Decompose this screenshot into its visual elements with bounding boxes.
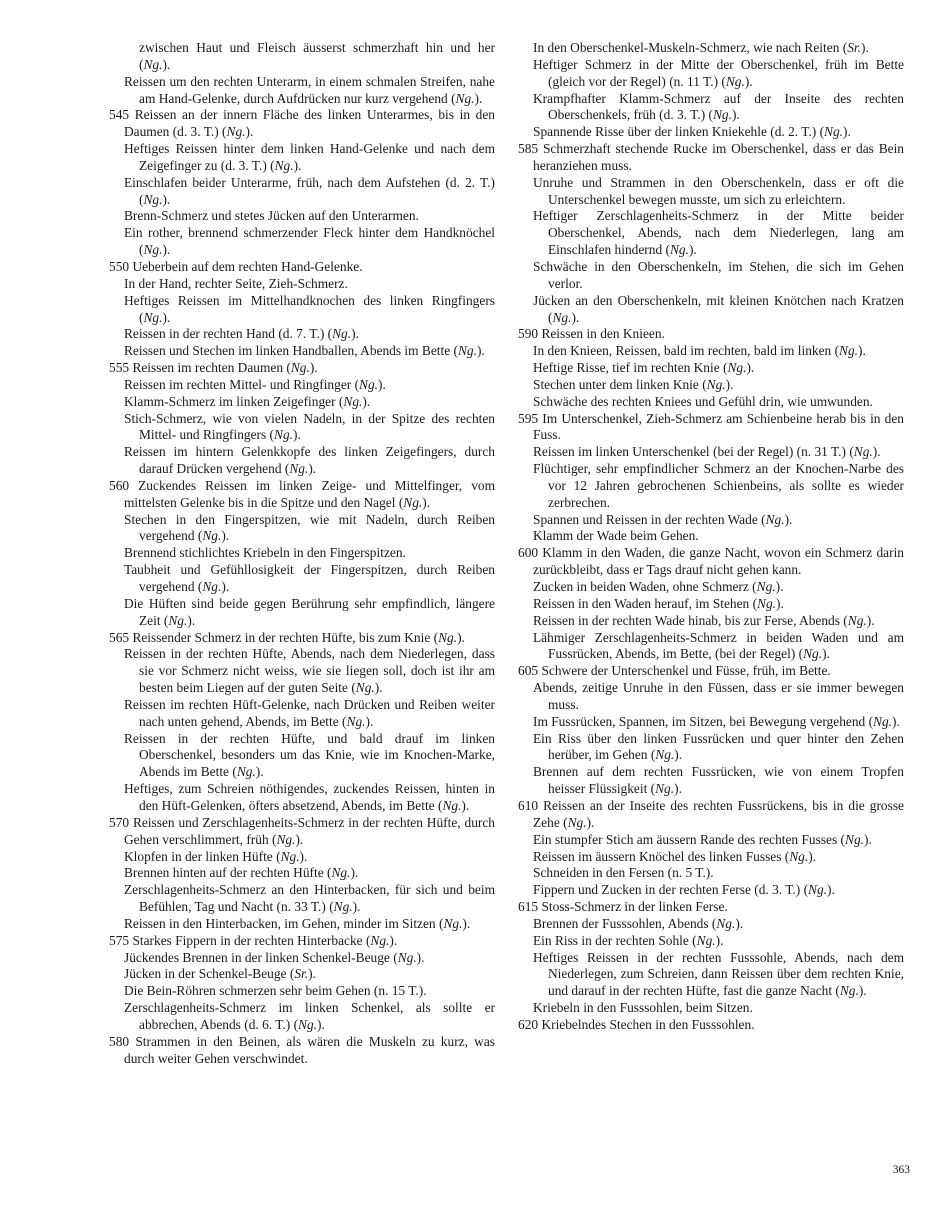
symptom-entry: Reissen in den Waden herauf, im Stehen (Ng.).: [533, 595, 784, 611]
numbered-entry: 580 Strammen in den Beinen, als wären die Muskeln zu kurz, was durch weiter Gehen verschwindet.: [109, 1033, 495, 1066]
numbered-entry: 620 Kriebelndes Stechen in den Fusssohlen.: [518, 1016, 755, 1032]
symptom-entry: Taubheit und Gefühllosigkeit der Fingerspitzen, durch Reiben vergehend (Ng.).: [124, 562, 495, 594]
symptom-entry: Spannende Risse über der linken Kniekehle (d. 2. T.) (Ng.).: [533, 124, 851, 140]
symptom-entry: Reissen um den rechten Unterarm, in einem schmalen Streifen, nahe am Hand-Gelenke, durch Aufdrücken nur kurz vergehend (Ng.).: [124, 73, 495, 106]
entry-number: 575: [109, 932, 133, 948]
symptom-entry: Reissen in den Hinterbacken, im Gehen, minder im Sitzen (Ng.).: [124, 915, 471, 931]
entry-number: 595: [518, 410, 543, 426]
symptom-entry: Heftiges Reissen im Mittelhandknochen des linken Ringfingers (Ng.).: [124, 292, 495, 325]
numbered-entry: 590 Reissen in den Knieen.: [518, 326, 665, 342]
entry-number: 550: [109, 258, 133, 274]
symptom-entry: Heftiges Reissen in der rechten Fusssohle, Abends, nach dem Niederlegen, zum Schreien, dann Reissen über dem rechten Knie, und darauf in der rechten Hüfte, fast die ganze Nacht (Ng.).: [533, 949, 904, 999]
symptom-entry: In den Oberschenkel-Muskeln-Schmerz, wie nach Reiten (Sr.).: [533, 40, 869, 55]
entry-number: 605: [518, 663, 542, 679]
symptom-entry: Brennend stichlichtes Kriebeln in den Fingerspitzen.: [124, 545, 406, 561]
entry-number: 555: [109, 360, 133, 376]
numbered-entry: 565 Reissender Schmerz in der rechten Hüfte, bis zum Knie (Ng.).: [109, 629, 465, 645]
symptom-entry: Jücken in der Schenkel-Beuge (Sr.).: [124, 966, 316, 982]
numbered-entry: 575 Starkes Fippern in der rechten Hinterbacke (Ng.).: [109, 932, 398, 948]
symptom-entry: Spannen und Reissen in der rechten Wade (Ng.).: [533, 511, 793, 527]
symptom-entry: Ein Riss über den linken Fussrücken und quer hinter den Zehen herüber, im Gehen (Ng.).: [533, 730, 904, 763]
symptom-entry: Reissen im linken Unterschenkel (bei der Regel) (n. 31 T.) (Ng.).: [533, 444, 881, 460]
symptom-entry: Zucken in beiden Waden, ohne Schmerz (Ng.).: [533, 579, 784, 594]
right-column: [518, 40, 904, 1034]
symptom-entry: In den Knieen, Reissen, bald im rechten, bald im linken (Ng.).: [533, 343, 866, 359]
symptom-entry: Reissen und Stechen im linken Handballen, Abends im Bette (Ng.).: [124, 343, 485, 359]
left-column: [109, 40, 495, 1067]
symptom-entry: Jücken an den Oberschenkeln, mit kleinen Knötchen nach Kratzen (Ng.).: [533, 292, 904, 325]
entry-number: 610: [518, 797, 544, 813]
symptom-entry: Die Hüften sind beide gegen Berührung sehr empfindlich, längere Zeit (Ng.).: [124, 595, 495, 628]
symptom-entry: Heftiger Schmerz in der Mitte der Oberschenkel, früh im Bette (gleich vor der Regel) (n. 11 T.) (Ng.).: [533, 56, 904, 89]
symptom-entry: Zerschlagenheits-Schmerz im linken Schenkel, als sollte er abbrechen, Abends (d. 6. T.) (Ng.).: [124, 1000, 495, 1032]
symptom-entry: zwischen Haut und Fleisch äusserst schmerzhaft hin und her (Ng.).: [139, 40, 495, 72]
entry-number: 565: [109, 629, 133, 645]
symptom-entry: Brenn-Schmerz und stetes Jücken auf den Unterarmen.: [124, 208, 419, 224]
symptom-entry: Reissen in der rechten Hand (d. 7. T.) (Ng.).: [124, 326, 359, 342]
entry-number: 615: [518, 899, 542, 915]
numbered-entry: 595 Im Unterschenkel, Zieh-Schmerz am Schienbeine herab bis in den Fuss.: [518, 410, 904, 443]
symptom-entry: Heftiges, zum Schreien nöthigendes, zuckendes Reissen, hinten in den Hüft-Gelenken, öfters absetzend, Abends, im Bette (Ng.).: [124, 781, 495, 813]
symptom-entry: Heftiges Reissen hinter dem linken Hand-Gelenke und nach dem Zeigefinger zu (d. 3. T.) (Ng.).: [124, 141, 495, 173]
numbered-entry: 545 Reissen an der innern Fläche des linken Unterarmes, bis in den Daumen (d. 3. T.) (Ng.).: [109, 107, 495, 140]
symptom-entry: Klopfen in der linken Hüfte (Ng.).: [124, 848, 308, 864]
numbered-entry: 585 Schmerzhaft stechende Rucke im Oberschenkel, dass er das Bein heranziehen muss.: [518, 141, 905, 173]
symptom-entry: Brennen der Fusssohlen, Abends (Ng.).: [533, 915, 744, 931]
symptom-entry: Zerschlagenheits-Schmerz an den Hinterbacken, für sich und beim Befühlen, Tag und Nacht (n. 33 T.) (Ng.).: [124, 882, 495, 915]
symptom-entry: Im Fussrücken, Spannen, im Sitzen, bei Bewegung vergehend (Ng.).: [533, 713, 900, 729]
symptom-entry: Schwäche in den Oberschenkeln, im Stehen, die sich im Gehen verlor.: [533, 258, 904, 291]
symptom-entry: Schwäche des rechten Kniees und Gefühl drin, wie umwunden.: [533, 393, 873, 409]
symptom-entry: Ein rother, brennend schmerzender Fleck hinter dem Handknöchel (Ng.).: [124, 225, 495, 258]
numbered-entry: 610 Reissen an der Inseite des rechten Fussrückens, bis in die grosse Zehe (Ng.).: [518, 797, 904, 830]
symptom-entry: Krampfhafter Klamm-Schmerz auf der Inseite des rechten Oberschenkels, früh (d. 3. T.) (Ng.).: [533, 90, 904, 123]
symptom-entry: Flüchtiger, sehr empfindlicher Schmerz an der Knochen-Narbe des vor 12 Jahren gebrochenen Schienbeins, als sollte es wieder zerbrechen.: [533, 461, 904, 510]
symptom-entry: Stechen in den Fingerspitzen, wie mit Nadeln, durch Reiben vergehend (Ng.).: [124, 511, 495, 544]
symptom-entry: Kriebeln in den Fusssohlen, beim Sitzen.: [533, 1000, 753, 1016]
symptom-entry: Einschlafen beider Unterarme, früh, nach dem Aufstehen (d. 2. T.) (Ng.).: [124, 174, 495, 207]
symptom-entry: Klamm-Schmerz im linken Zeigefinger (Ng.).: [124, 393, 371, 409]
symptom-entry: Reissen in der rechten Hüfte, und bald drauf im linken Oberschenkel, besonders um das Knie, wie im Knochen-Marke, Abends im Bette (Ng.).: [124, 730, 495, 780]
numbered-entry: 570 Reissen und Zerschlagenheits-Schmerz in der rechten Hüfte, durch Gehen verschlimmert, früh (Ng.).: [109, 814, 495, 847]
symptom-entry: Unruhe und Strammen in den Oberschenkeln, dass er oft die Unterschenkel bewegen musste, um sich zu erleichtern.: [533, 174, 904, 207]
entry-number: 585: [518, 141, 543, 157]
numbered-entry: 560 Zuckendes Reissen im linken Zeige- und Mittelfinger, vom mittelsten Gelenke bis in die Spitze und den Nagel (Ng.).: [109, 477, 495, 510]
symptom-entry: Fippern und Zucken in der rechten Ferse (d. 3. T.) (Ng.).: [533, 882, 835, 898]
symptom-entry: Reissen im hintern Gelenkkopfe des linken Zeigefingers, durch darauf Drücken vergehend (Ng.).: [124, 444, 495, 477]
symptom-entry: Abends, zeitige Unruhe in den Füssen, dass er sie immer bewegen muss.: [533, 680, 904, 712]
symptom-entry: Reissen im rechten Hüft-Gelenke, nach Drücken und Reiben weiter nach unten gehend, Abends, im Bette (Ng.).: [124, 696, 495, 729]
symptom-entry: Lähmiger Zerschlagenheits-Schmerz in beiden Waden und am Fussrücken, Abends, im Bette, (bei der Regel) (Ng.).: [533, 629, 904, 662]
symptom-entry: Reissen im rechten Mittel- und Ringfinger (Ng.).: [124, 376, 386, 392]
symptom-entry: Schneiden in den Fersen (n. 5 T.).: [533, 865, 714, 881]
symptom-entry: Stechen unter dem linken Knie (Ng.).: [533, 376, 734, 392]
entry-number: 545: [109, 107, 135, 123]
numbered-entry: 600 Klamm in den Waden, die ganze Nacht, wovon ein Schmerz darin zurückbleibt, dass er Tags drauf nicht gehen kann.: [518, 545, 904, 578]
entry-number: 570: [109, 814, 133, 830]
symptom-entry: Die Bein-Röhren schmerzen sehr beim Gehen (n. 15 T.).: [124, 983, 427, 999]
symptom-entry: Brennen hinten auf der rechten Hüfte (Ng.).: [124, 865, 359, 881]
symptom-entry: Klamm der Wade beim Gehen.: [533, 528, 699, 544]
symptom-entry: Heftiger Zerschlagenheits-Schmerz in der Mitte beider Oberschenkel, Abends, nach dem Niederlegen, lang am Einschlafen hindernd (Ng.).: [533, 208, 904, 258]
entry-number: 620: [518, 1016, 542, 1032]
numbered-entry: 550 Ueberbein auf dem rechten Hand-Gelenke.: [109, 258, 363, 274]
page-number: 363: [892, 1164, 910, 1176]
symptom-entry: Stich-Schmerz, wie von vielen Nadeln, in der Spitze des rechten Mittel- und Ringfingers (Ng.).: [124, 410, 495, 443]
symptom-entry: Ein Riss in der rechten Sohle (Ng.).: [533, 932, 724, 948]
symptom-entry: Ein stumpfer Stich am äussern Rande des rechten Fusses (Ng.).: [533, 831, 872, 847]
symptom-entry: Jückendes Brennen in der linken Schenkel-Beuge (Ng.).: [124, 949, 425, 965]
numbered-entry: 555 Reissen im rechten Daumen (Ng.).: [109, 360, 318, 376]
symptom-entry: Reissen im äussern Knöchel des linken Fusses (Ng.).: [533, 848, 817, 864]
symptom-entry: Brennen auf dem rechten Fussrücken, wie von einem Tropfen heisser Flüssigkeit (Ng.).: [533, 764, 904, 797]
symptom-entry: Heftige Risse, tief im rechten Knie (Ng.).: [533, 360, 755, 376]
numbered-entry: 615 Stoss-Schmerz in der linken Ferse.: [518, 899, 728, 915]
symptom-entry: In der Hand, rechter Seite, Zieh-Schmerz.: [124, 275, 348, 291]
entry-number: 560: [109, 477, 139, 493]
symptom-entry: Reissen in der rechten Wade hinab, bis zur Ferse, Abends (Ng.).: [533, 612, 875, 628]
symptom-entry: Reissen in der rechten Hüfte, Abends, nach dem Niederlegen, dass sie vor Schmerz nicht weiss, wie sie liegen soll, doch ist ihr am besten beim Liegen auf der guten Seite (Ng.).: [124, 646, 495, 696]
entry-number: 600: [518, 545, 543, 561]
entry-number: 580: [109, 1033, 136, 1049]
numbered-entry: 605 Schwere der Unterschenkel und Füsse, früh, im Bette.: [518, 663, 831, 679]
entry-number: 590: [518, 326, 542, 342]
